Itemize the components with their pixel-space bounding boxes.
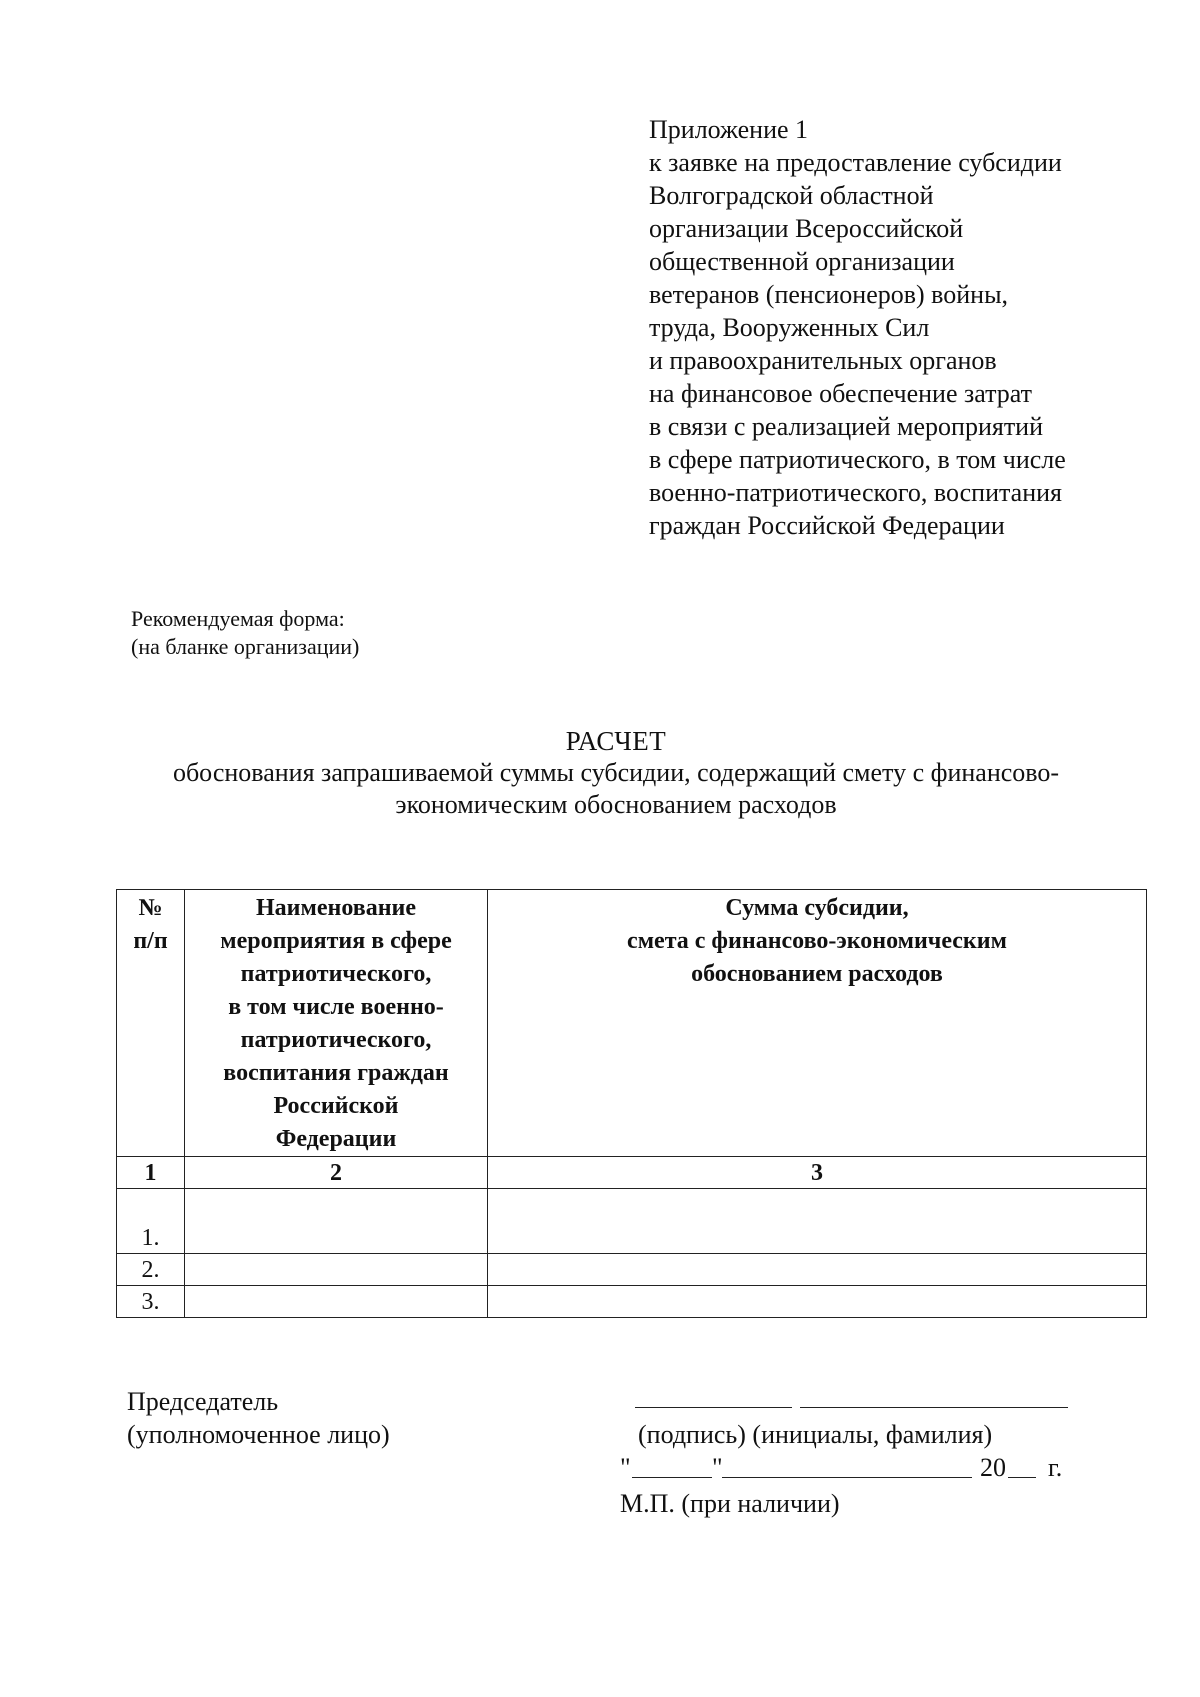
year-line[interactable] (1008, 1477, 1036, 1478)
appendix-line: в сфере патриотического, в том числе (649, 445, 1066, 474)
subsidy-sum-cell[interactable] (488, 1286, 1147, 1318)
document-subtitle-line1: обоснования запрашиваемой суммы субсидии, содержащий смету с финансово- (172, 758, 1060, 787)
document-subtitle-line2: экономическим обоснованием расходов (395, 790, 837, 819)
stamp-note: М.П. (при наличии) (620, 1489, 840, 1518)
appendix-line: на финансовое обеспечение затрат (649, 379, 1033, 408)
signature-fields (620, 1385, 1090, 1520)
appendix-line: Приложение 1 (649, 115, 809, 144)
event-name-cell[interactable] (185, 1286, 488, 1318)
subsidy-sum-cell[interactable] (488, 1254, 1147, 1286)
subsidy-sum-cell[interactable] (488, 1189, 1147, 1254)
signatory-block (127, 1385, 390, 1451)
day-line[interactable] (632, 1477, 712, 1478)
table-row (117, 1254, 1147, 1286)
letterhead-note: (на бланке организации) (131, 634, 360, 659)
appendix-line: к заявке на предоставление субсидии (649, 148, 1062, 177)
header-number: № п/п (117, 890, 185, 1157)
month-line[interactable] (722, 1477, 972, 1478)
column-number: 1 (117, 1157, 185, 1189)
column-number: 3 (488, 1157, 1147, 1189)
column-number-row (117, 1157, 1147, 1189)
appendix-line: в связи с реализацией мероприятий (649, 412, 1044, 441)
row-number: 1. (117, 1189, 185, 1254)
header-subsidy-sum: Сумма субсидии, смета с финансово-экономическим обоснованием расходов (488, 890, 1147, 1157)
appendix-line: труда, Вооруженных Сил (649, 313, 930, 342)
appendix-line: Волгоградской областной (649, 181, 934, 210)
appendix-header (649, 113, 1149, 542)
signature-lines (620, 1385, 1090, 1418)
appendix-line: военно-патриотического, воспитания (649, 478, 1063, 507)
table-header-row (117, 890, 1147, 1157)
row-number: 3. (117, 1286, 185, 1318)
event-name-cell[interactable] (185, 1254, 488, 1286)
date-quote-open: " (620, 1453, 631, 1482)
appendix-line: граждан Российской Федерации (649, 511, 1005, 540)
event-name-cell[interactable] (185, 1189, 488, 1254)
appendix-line: ветеранов (пенсионеров) войны, (649, 280, 1009, 309)
column-number: 2 (185, 1157, 488, 1189)
appendix-line: и правоохранительных органов (649, 346, 997, 375)
initials-surname-line[interactable] (800, 1407, 1068, 1408)
document-title: РАСЧЕТ (565, 726, 667, 756)
row-number: 2. (117, 1254, 185, 1286)
signatory-role: Председатель (127, 1387, 279, 1416)
signature-line[interactable] (635, 1407, 792, 1408)
year-prefix: 20 (980, 1453, 1006, 1482)
calculation-table (116, 889, 1147, 1318)
date-quote-close: " (712, 1453, 723, 1482)
appendix-line: общественной организации (649, 247, 955, 276)
document-heading (116, 725, 1116, 821)
date-field (620, 1451, 1090, 1487)
header-event-name: Наименование мероприятия в сфере патриотического, в том числе военно- патриотического, воспитания граждан Российской Федерации (185, 890, 488, 1157)
table-row (117, 1286, 1147, 1318)
recommended-form-note (131, 605, 359, 661)
year-suffix: г. (1048, 1453, 1063, 1482)
signature-captions: (подпись) (инициалы, фамилия) (638, 1420, 993, 1449)
table-row (117, 1189, 1147, 1254)
signatory-role-note: (уполномоченное лицо) (127, 1420, 390, 1449)
recommended-form-label: Рекомендуемая форма: (131, 606, 345, 631)
appendix-line: организации Всероссийской (649, 214, 964, 243)
